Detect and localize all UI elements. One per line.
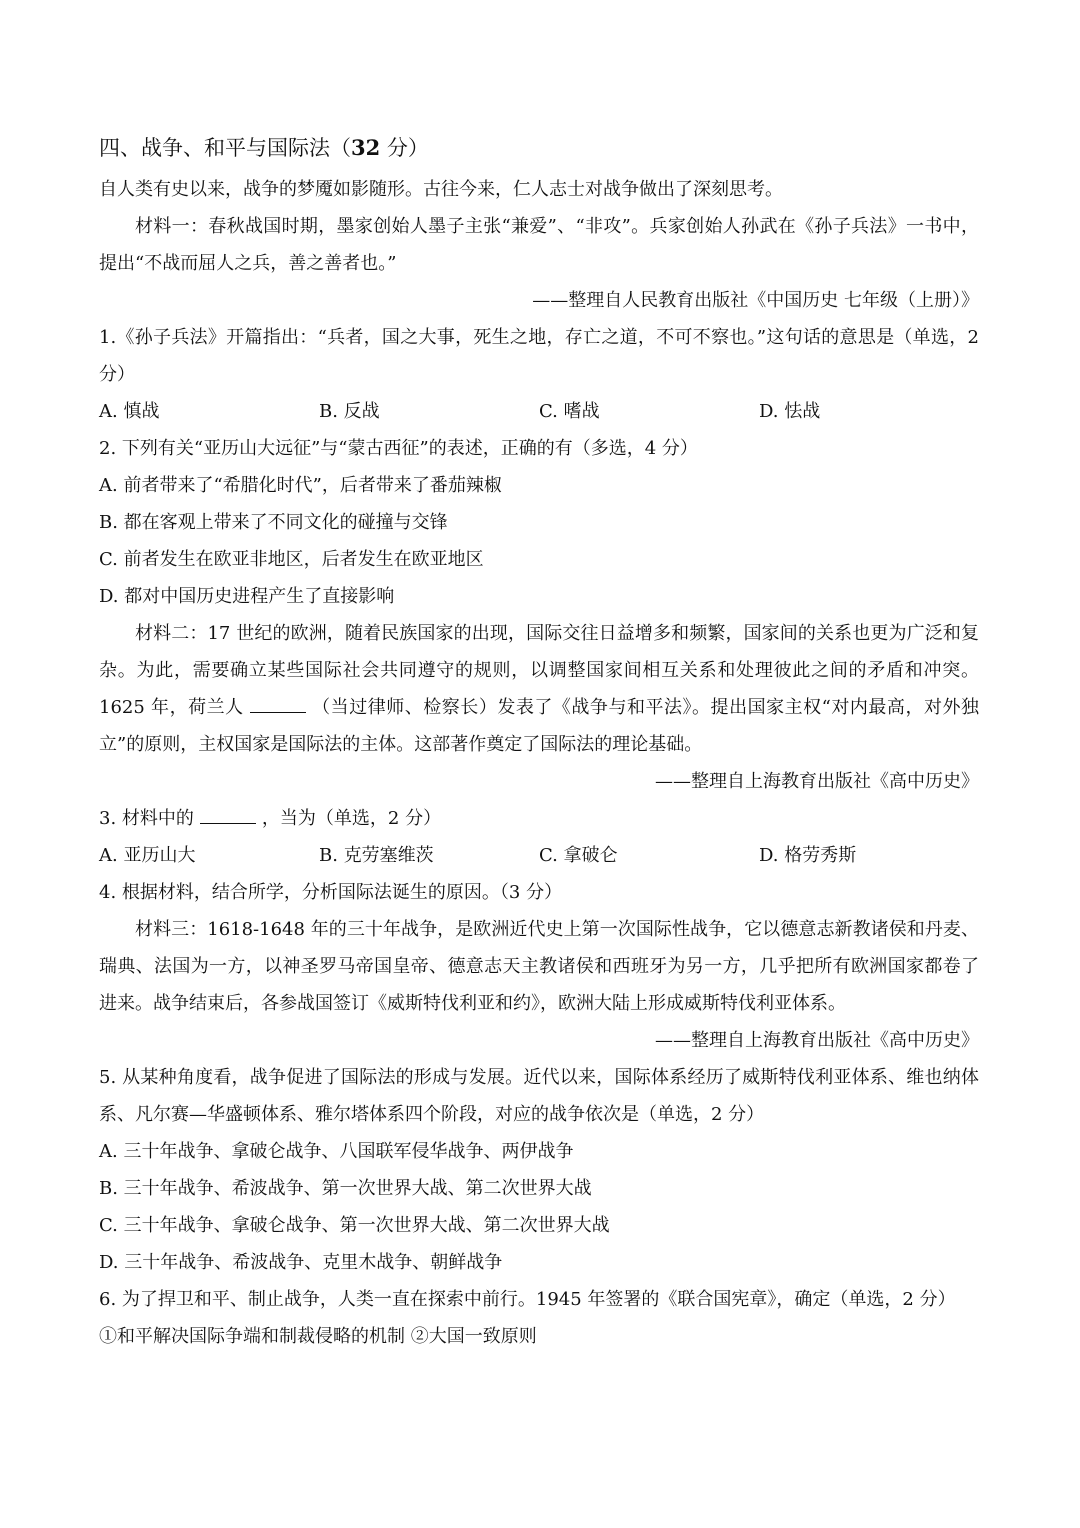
section-title-text: 四、战争、和平与国际法（	[99, 136, 351, 160]
section-score: 32	[351, 135, 381, 160]
question-2-stem: 2. 下列有关“亚历山大远征”与“蒙古西征”的表述，正确的有（多选，4 分）	[99, 438, 698, 459]
intro-paragraph: 自人类有史以来，战争的梦魇如影随形。古往今来，仁人志士对战争做出了深刻思考。	[99, 179, 783, 200]
question-4-stem: 4. 根据材料，结合所学，分析国际法诞生的原因。（3 分）	[99, 882, 563, 903]
question-3-option-a: A. 亚历山大	[99, 845, 196, 866]
material-2-text-after: （当过律师、检察长）发表了《战争与和平法》。提出国家主权“对内最高，对外独立”的原则，主权国家是国际法的主体。这部著作奠定了国际法的理论基础。	[99, 697, 979, 755]
question-5-option-a: A. 三十年战争、拿破仑战争、八国联军侵华战争、两伊战争	[99, 1141, 574, 1162]
answer-blank	[250, 698, 306, 713]
question-3-option-d: D. 格劳秀斯	[759, 845, 857, 866]
question-1-stem: 1.《孙子兵法》开篇指出：“兵者，国之大事，死生之地，存亡之道，不可不察也。”这句话的意思是（单选，2 分）	[99, 327, 979, 385]
question-3-options	[99, 837, 979, 874]
question-2-option-a: A. 前者带来了“希腊化时代”，后者带来了番茄辣椒	[99, 475, 502, 496]
question-5-stem: 5. 从某种角度看，战争促进了国际法的形成与发展。近代以来，国际体系经历了威斯特伐利亚体系、维也纳体系、凡尔赛—华盛顿体系、雅尔塔体系四个阶段，对应的战争依次是（单选，2 分）	[99, 1067, 979, 1125]
material-2-text	[99, 615, 979, 763]
question-1-options	[99, 393, 979, 430]
material-3-source: ——整理自上海教育出版社《高中历史》	[655, 1030, 979, 1051]
question-6-stem: 6. 为了捍卫和平、制止战争，人类一直在探索中前行。1945 年签署的《联合国宪章》，确定（单选，2 分）	[99, 1289, 956, 1310]
section-title	[99, 128, 979, 168]
exam-content	[99, 128, 979, 1355]
question-2-option-d: D. 都对中国历史进程产生了直接影响	[99, 586, 395, 607]
question-5-option-c: C. 三十年战争、拿破仑战争、第一次世界大战、第二次世界大战	[99, 1215, 610, 1236]
material-3-text: 材料三：1618-1648 年的三十年战争，是欧洲近代史上第一次国际性战争，它以德意志新教诸侯和丹麦、瑞典、法国为一方，以神圣罗马帝国皇帝、德意志天主教诸侯和西班牙为另一方，几乎把所有欧洲国家都卷了进来。战争结束后，各参战国签订《威斯特伐利亚和约》，欧洲大陆上形成威斯特伐利亚体系。	[99, 919, 979, 1014]
material-1-text: 材料一：春秋战国时期，墨家创始人墨子主张“兼爱”、“非攻”。兵家创始人孙武在《孙子兵法》一书中，提出“不战而屈人之兵，善之善者也。”	[99, 216, 979, 274]
section-title-suffix: 分）	[380, 136, 429, 160]
material-2-source: ——整理自上海教育出版社《高中历史》	[655, 771, 979, 792]
answer-blank	[200, 809, 256, 824]
material-2-text-before: 材料二：17 世纪的欧洲，随着民族国家的出现，国际交往日益增多和频繁，国家间的关系也更为广泛和复杂。为此，需要确立某些国际社会共同遵守的规则，以调整国家间相互关系和处理彼此之间的矛盾和冲突。1625 年，荷兰人	[99, 623, 979, 718]
question-1-option-a: A. 慎战	[99, 401, 160, 422]
question-2-option-c: C. 前者发生在欧亚非地区，后者发生在欧亚地区	[99, 549, 484, 570]
question-3-option-c: C. 拿破仑	[539, 845, 618, 866]
question-1-option-b: B. 反战	[319, 401, 380, 422]
question-6-items: ①和平解决国际争端和制裁侵略的机制 ②大国一致原则	[99, 1326, 537, 1347]
question-2-option-b: B. 都在客观上带来了不同文化的碰撞与交锋	[99, 512, 448, 533]
question-3-stem-after: ，当为（单选，2 分）	[261, 808, 442, 829]
question-5-option-b: B. 三十年战争、希波战争、第一次世界大战、第二次世界大战	[99, 1178, 592, 1199]
material-1-source: ——整理自人民教育出版社《中国历史 七年级（上册）》	[532, 290, 979, 311]
question-5-option-d: D. 三十年战争、希波战争、克里木战争、朝鲜战争	[99, 1252, 503, 1273]
question-1-option-d: D. 怯战	[759, 401, 821, 422]
question-3-stem-before: 3. 材料中的	[99, 808, 194, 829]
question-3-option-b: B. 克劳塞维茨	[319, 845, 434, 866]
question-1-option-c: C. 嗜战	[539, 401, 600, 422]
question-3-stem	[99, 800, 979, 837]
